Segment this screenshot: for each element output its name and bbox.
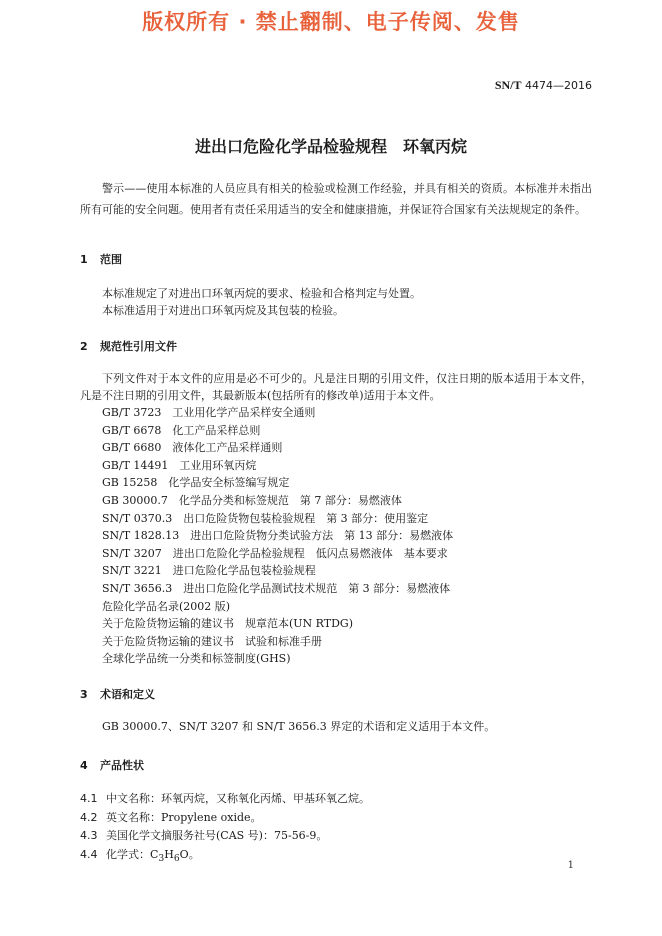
reference-item: 危险化学品名录(2002 版) — [102, 599, 231, 613]
section-number: 1 — [80, 253, 88, 266]
reference-item: GB 30000.7 化学品分类和标签规范 第 7 部分：易燃液体 — [102, 493, 402, 507]
reference-item: 关于危险货物运输的建议书 试验和标准手册 — [102, 634, 322, 648]
standard-prefix: SN/T — [494, 78, 522, 92]
reference-item: 全球化学品统一分类和标签制度(GHS) — [102, 652, 291, 666]
reference-item: GB/T 14491 工业用环氧丙烷 — [102, 458, 257, 472]
formula-hydrogen: H — [164, 847, 174, 861]
scope-paragraph-1: 本标准规定了对进出口环氧丙烷的要求、检验和合格判定与处置。 — [102, 287, 421, 300]
section-number: 3 — [80, 688, 88, 701]
page-number: 1 — [567, 860, 574, 871]
standard-number: 4474—2016 — [525, 79, 592, 92]
property-list — [80, 790, 370, 868]
reference-item: SN/T 1828.13 进出口危险货物分类试验方法 第 13 部分：易燃液体 — [102, 529, 454, 543]
section-title: 术语和定义 — [100, 688, 155, 701]
section-heading-scope — [80, 251, 122, 267]
warning-paragraph: 警示——使用本标准的人员应具有相关的检验或检测工作经验，并具有相关的资质。本标准并未指出所有可能的安全问题。使用者有责任采用适当的安全和健康措施，并保证符合国家有关法规规定的条件。 — [80, 182, 592, 216]
section-heading-terms — [80, 686, 155, 702]
reference-item: SN/T 0370.3 出口危险货物包装检验规程 第 3 部分：使用鉴定 — [102, 511, 429, 525]
terms-paragraph: GB 30000.7、SN/T 3207 和 SN/T 3656.3 界定的术语和定义适用于本文件。 — [102, 720, 496, 733]
document-title: 进出口危险化学品检验规程 环氧丙烷 — [194, 137, 467, 156]
formula-label: 化学式： — [106, 847, 150, 861]
property-item — [80, 790, 370, 809]
formula-carbon-count: 3 — [158, 852, 165, 864]
formula-carbon: C — [150, 847, 159, 861]
reference-item: GB 15258 化学品安全标签编写规定 — [102, 476, 290, 490]
property-number: 4.3 — [80, 829, 98, 842]
scope-paragraph-2: 本标准适用于对进出口环氧丙烷及其包装的检验。 — [102, 304, 344, 317]
property-item-formula — [80, 846, 370, 869]
formula-end: 。 — [188, 847, 200, 861]
property-text: 英文名称：Propylene oxide。 — [106, 810, 262, 824]
reference-item: SN/T 3207 进出口危险化学品检验规程 低闪点易燃液体 基本要求 — [102, 546, 448, 560]
property-number: 4.2 — [80, 810, 98, 824]
property-item — [80, 809, 370, 828]
reference-item: SN/T 3656.3 进出口危险化学品测试技术规范 第 3 部分：易燃液体 — [102, 581, 451, 595]
property-text: 美国化学文摘服务社号(CAS 号)：75-56-9。 — [106, 829, 328, 842]
formula-hydrogen-count: 6 — [173, 852, 180, 864]
section-heading-normative-references — [80, 338, 177, 354]
reference-item: GB/T 6678 化工产品采样总则 — [102, 423, 261, 437]
property-text: 中文名称：环氧丙烷，又称氧化丙烯、甲基环氧乙烷。 — [106, 792, 370, 805]
reference-item: GB/T 6680 液体化工产品采样通则 — [102, 441, 283, 455]
reference-item: SN/T 3221 进口危险化学品包装检验规程 — [102, 564, 316, 578]
section-number: 4 — [80, 759, 88, 772]
section-title: 范围 — [100, 253, 122, 266]
section-title: 规范性引用文件 — [100, 340, 177, 353]
property-number: 4.4 — [80, 847, 98, 861]
reference-item: 关于危险货物运输的建议书 规章范本(UN RTDG) — [102, 617, 354, 631]
section-number: 2 — [80, 340, 88, 353]
normative-intro-paragraph: 下列文件对于本文件的应用是必不可少的。凡是注日期的引用文件，仅注日期的版本适用于本文件，凡是不注日期的引用文件，其最新版本(包括所有的修改单)适用于本文件。 — [80, 372, 592, 402]
section-heading-product-properties — [80, 757, 144, 773]
section-title: 产品性状 — [100, 759, 144, 772]
copyright-watermark: 版权所有 · 禁止翻制、电子传阅、发售 — [142, 10, 520, 34]
reference-list — [102, 404, 453, 668]
property-number: 4.1 — [80, 792, 98, 805]
formula-oxygen: O — [179, 847, 189, 861]
standard-code — [495, 78, 592, 93]
property-item — [80, 827, 370, 846]
reference-item: GB/T 3723 工业用化学产品采样安全通则 — [102, 406, 316, 419]
